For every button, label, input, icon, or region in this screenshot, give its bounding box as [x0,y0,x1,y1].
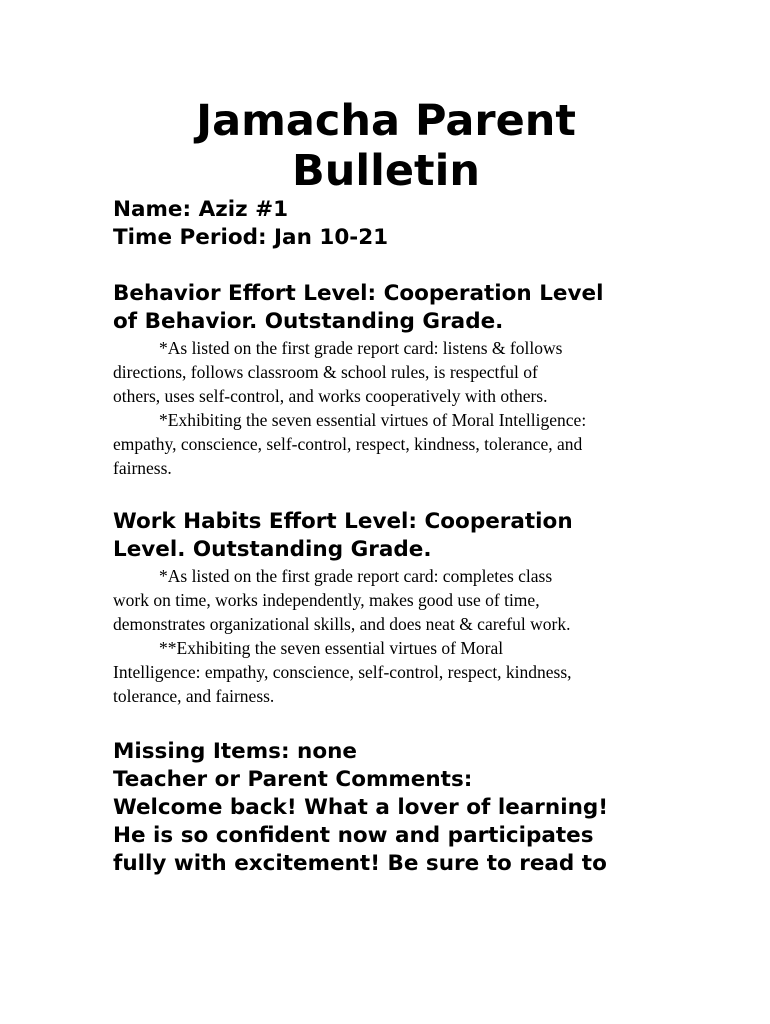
behavior-p1-line-2: directions, follows classroom & school rules, is respectful of [113,362,538,382]
work-p1-line-3: demonstrates organizational skills, and does neat & careful work. [113,614,571,634]
comments-label: Teacher or Parent Comments: [113,767,473,792]
comments-section [113,738,673,878]
behavior-paragraph-1 [113,336,673,408]
student-info [113,196,673,252]
comments-line-1: Welcome back! What a lover of learning! [113,795,609,820]
behavior-p1-line-1: *As listed on the first grade report card: listens & follows [159,338,563,358]
work-p1-line-1: *As listed on the first grade report card: completes class [159,566,553,586]
behavior-heading-line-1: Behavior Effort Level: Cooperation Level [113,281,604,306]
time-period: Time Period: Jan 10-21 [113,225,389,250]
work-habits-section [113,508,673,708]
work-heading-line-1: Work Habits Effort Level: Cooperation [113,509,573,534]
behavior-section [113,280,673,480]
behavior-heading-line-2: of Behavior. Outstanding Grade. [113,309,504,334]
work-heading-line-2: Level. Outstanding Grade. [113,537,432,562]
bulletin-page [113,96,673,878]
comments-line-3: fully with excitement! Be sure to read to [113,851,607,876]
behavior-heading [113,280,673,336]
title-line-1: Jamacha Parent [196,96,576,146]
title-line-2: Bulletin [292,146,480,196]
behavior-p1-line-3: others, uses self-control, and works cooperatively with others. [113,386,548,406]
work-p2-line-3: tolerance, and fairness. [113,686,275,706]
page-title [96,96,676,196]
behavior-p2-line-1: *Exhibiting the seven essential virtues of Moral Intelligence: [159,410,587,430]
work-paragraph-2 [113,636,673,708]
work-habits-heading [113,508,673,564]
missing-items: Missing Items: none [113,739,358,764]
work-p2-line-1: **Exhibiting the seven essential virtues of Moral [159,638,504,658]
work-p1-line-2: work on time, works independently, makes good use of time, [113,590,540,610]
behavior-p2-line-2: empathy, conscience, self-control, respect, kindness, tolerance, and [113,434,583,454]
behavior-paragraph-2 [113,408,673,480]
student-name: Name: Aziz #1 [113,197,289,222]
work-p2-line-2: Intelligence: empathy, conscience, self-control, respect, kindness, [113,662,572,682]
work-paragraph-1 [113,564,673,636]
comments-line-2: He is so confident now and participates [113,823,594,848]
behavior-p2-line-3: fairness. [113,458,172,478]
